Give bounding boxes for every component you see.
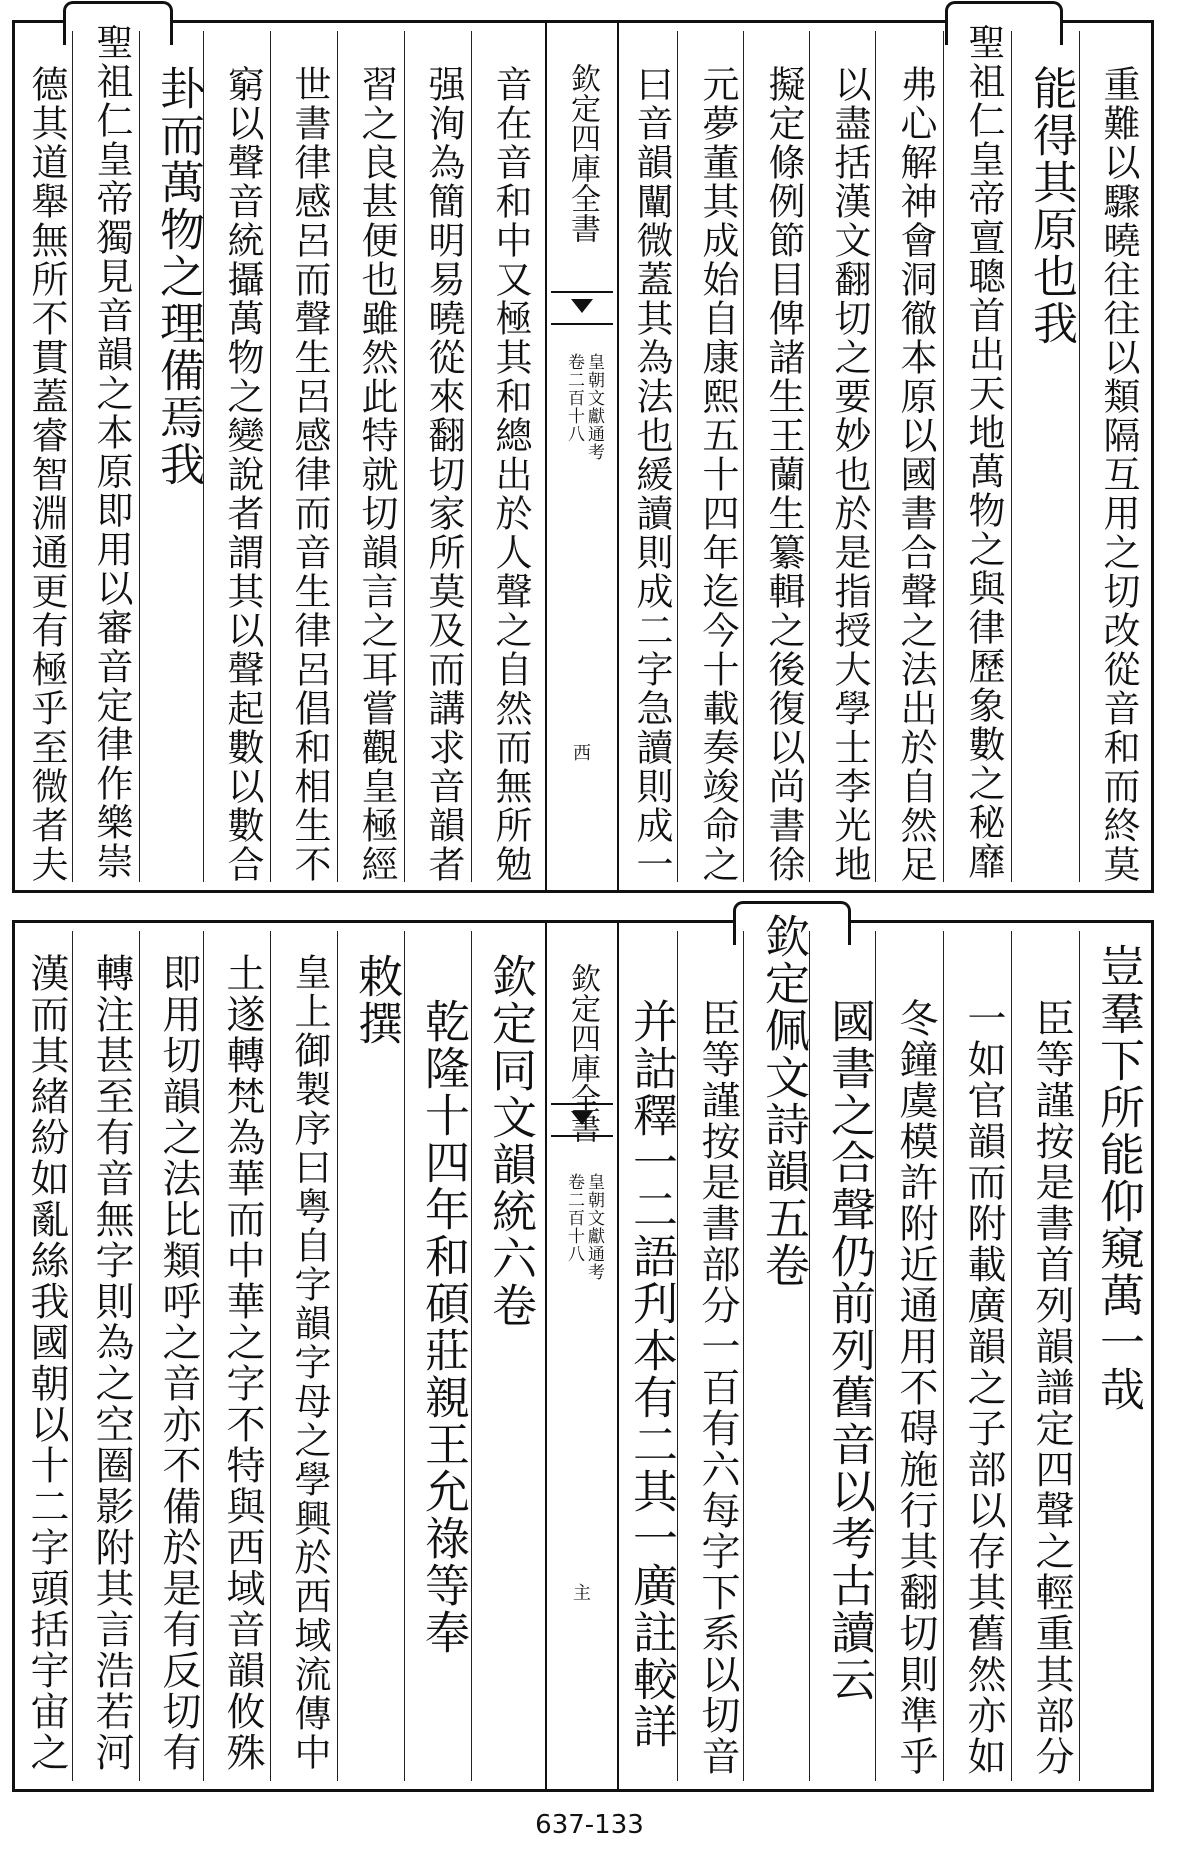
center-volume: 卷二百十八 bbox=[564, 353, 584, 443]
text-column: 冬鐘虞模許附近通用不碍施行其翻切則準乎 bbox=[893, 998, 938, 1777]
center-fold-band bbox=[545, 23, 619, 890]
text-column: 卦而萬物之理備焉我 bbox=[152, 65, 205, 488]
column-rule bbox=[1011, 31, 1012, 882]
column-rule bbox=[471, 931, 472, 1781]
text-column: 國書之合聲仍前列舊音以考古讀云 bbox=[823, 998, 876, 1703]
column-rule bbox=[471, 31, 472, 882]
text-column: 豈羣下所能仰窺萬一哉 bbox=[1092, 943, 1145, 1413]
text-column: 并詁釋一二語刋本有二其一廣註較詳 bbox=[625, 998, 678, 1750]
center-title: 欽定四庫全書 bbox=[565, 63, 600, 243]
text-column: 音在音和中又極其和總出於人聲之自然而無所勉 bbox=[489, 65, 532, 884]
fish-tail-mark bbox=[551, 291, 613, 325]
text-column: 世書律感呂而聲生呂感律而音生律呂倡和相生不 bbox=[288, 65, 331, 884]
text-column: 重難以驟曉往往以類隔互用之切改從音和而終莫 bbox=[1097, 65, 1140, 884]
column-rule bbox=[139, 931, 140, 1781]
column-rule bbox=[270, 931, 271, 1781]
column-rule bbox=[337, 31, 338, 882]
text-column: 敕撰 bbox=[350, 953, 403, 1047]
column-rule bbox=[404, 31, 405, 882]
entry-title: 欽定同文韻統六卷 bbox=[484, 953, 537, 1329]
text-column: 德其道舉無所不貫蓋睿智淵通更有極乎至微者夫 bbox=[25, 65, 68, 884]
column-rule bbox=[404, 931, 405, 1781]
column-rule bbox=[1011, 931, 1012, 1781]
text-column: 皇上御製序曰粤自字韻字母之學興於西域流傳中 bbox=[288, 953, 331, 1772]
text-column: 弗心解神會洞徹本原以國書合聲之法出於自然足 bbox=[894, 65, 937, 884]
column-rule bbox=[270, 31, 271, 882]
text-column: 轉注甚至有音無字則為之空圈影附其言浩若河 bbox=[89, 953, 134, 1773]
fish-tail-mark bbox=[551, 1103, 613, 1137]
text-column: 窮以聲音統攝萬物之變說者謂其以聲起數以數合 bbox=[221, 65, 264, 884]
text-column: 曰音韻闡微蓋其為法也緩讀則成二字急讀則成一 bbox=[630, 65, 673, 884]
text-column: 即用切韻之法比類呼之音亦不備於是有反切有 bbox=[156, 953, 201, 1773]
column-rule bbox=[1079, 31, 1080, 882]
text-column: 臣等謹按是書部分一百有六每字下系以切音 bbox=[695, 998, 740, 1777]
column-rule bbox=[943, 931, 944, 1781]
text-column: 一如官韻而附載廣韻之子部以存其舊然亦如 bbox=[961, 998, 1006, 1777]
text-column: 聖祖仁皇帝亶聰首出天地萬物之與律歷象數之秘靡 bbox=[962, 23, 1005, 881]
text-column: 以盡括漢文翻切之要妙也於是指授大學士李光地 bbox=[828, 65, 871, 884]
column-rule bbox=[943, 31, 944, 882]
center-source: 皇朝文獻通考 bbox=[584, 1173, 604, 1281]
text-column: 元夢董其成始自康熙五十四年迄今十載奏竣命之 bbox=[696, 65, 739, 884]
text-column: 强洵為簡明易曉從來翻切家所莫及而講求音韻者 bbox=[422, 65, 465, 884]
column-rule bbox=[337, 931, 338, 1781]
entry-title: 欽定佩文詩韻五卷 bbox=[757, 913, 810, 1289]
lower-page bbox=[12, 913, 1154, 1792]
text-column: 擬定條例節目俾諸生王蘭生纂輯之後復以尚書徐 bbox=[762, 65, 805, 884]
text-column: 聖祖仁皇帝獨見音韻之本原即用以審音定律作樂崇 bbox=[90, 23, 133, 881]
center-fold-band bbox=[545, 923, 619, 1789]
center-page-number: 西 bbox=[570, 743, 591, 761]
center-volume: 卷二百十八 bbox=[564, 1173, 584, 1263]
text-column: 習之良甚便也雖然此特就切韻言之耳嘗觀皇極經 bbox=[355, 65, 398, 884]
text-column: 土遂轉梵為華而中華之字不特與西域音韻攸殊 bbox=[220, 953, 265, 1773]
page-number: 637-133 bbox=[535, 1810, 644, 1840]
center-title: 欽定四庫全書 bbox=[565, 963, 600, 1143]
text-column: 臣等謹按是書首列韻譜定四聲之輕重其部分 bbox=[1029, 998, 1074, 1777]
text-column: 漢而其緒紛如亂絲我國朝以十二字頭括宇宙之 bbox=[24, 953, 69, 1773]
text-column: 能得其原也我 bbox=[1025, 65, 1078, 347]
center-page-number: 主 bbox=[570, 1583, 591, 1601]
text-column: 乾隆十四年和碩莊親王允祿等奉 bbox=[417, 998, 470, 1656]
upper-page bbox=[12, 20, 1154, 893]
column-rule bbox=[1079, 931, 1080, 1781]
center-source: 皇朝文獻通考 bbox=[584, 353, 604, 461]
column-rule bbox=[139, 31, 140, 882]
